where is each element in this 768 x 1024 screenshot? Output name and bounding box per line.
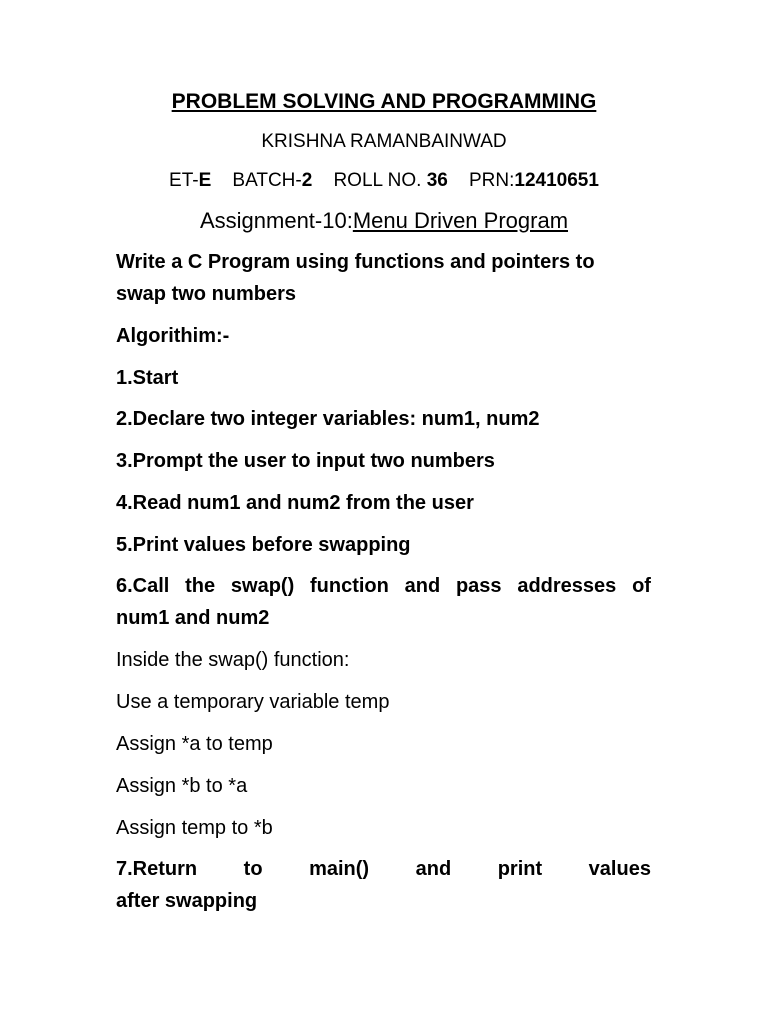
step-word: the (185, 575, 216, 597)
algorithm-step-6-line-1 (116, 575, 651, 598)
roll-label: ROLL NO. (333, 170, 422, 191)
author-name: KRISHNA RAMANBAINWAD (261, 131, 507, 152)
class-value: E (198, 170, 212, 191)
algorithm-step-7-line-1 (116, 858, 651, 881)
algorithm-step: 3.Prompt the user to input two numbers (116, 450, 495, 472)
step-word: to (243, 858, 263, 880)
batch-value: 2 (301, 170, 313, 191)
assignment-heading (0, 208, 768, 234)
step-word: 7.Return (116, 858, 198, 880)
step-word: pass (455, 575, 502, 597)
step-word: function (310, 575, 389, 597)
algorithm-step: 2.Declare two integer variables: num1, num2 (116, 408, 540, 430)
swap-detail-line: Assign *a to temp (116, 733, 273, 755)
step-word: values (588, 858, 651, 880)
algorithm-step: 4.Read num1 and num2 from the user (116, 492, 474, 514)
batch-label: BATCH- (232, 170, 302, 191)
algorithm-step-6-line-2: num1 and num2 (116, 607, 270, 629)
class-label: ET- (169, 170, 199, 191)
step-word: and (415, 858, 452, 880)
problem-statement-line-1: Write a C Program using functions and pointers to (116, 251, 595, 273)
roll-value: 36 (426, 170, 448, 191)
swap-detail-line: Use a temporary variable temp (116, 691, 390, 713)
swap-detail-line: Inside the swap() function: (116, 649, 350, 671)
assignment-title: Menu Driven Program (352, 208, 569, 233)
step-word: main() (309, 858, 370, 880)
swap-detail-line: Assign *b to *a (116, 775, 248, 797)
step-word: of (632, 575, 651, 597)
swap-detail-line: Assign temp to *b (116, 817, 273, 839)
algorithm-step: 1.Start (116, 367, 179, 389)
step-word: and (404, 575, 441, 597)
prn-value: 12410651 (514, 170, 599, 191)
algorithm-step-7-line-2: after swapping (116, 890, 258, 912)
algorithm-heading: Algorithim:- (116, 325, 230, 347)
step-word: swap() (230, 575, 295, 597)
algorithm-step: 5.Print values before swapping (116, 534, 411, 556)
step-word: print (497, 858, 543, 880)
step-word: addresses (517, 575, 617, 597)
document-title: PROBLEM SOLVING AND PROGRAMMING (171, 90, 597, 113)
student-meta (0, 170, 768, 192)
step-word: 6.Call (116, 575, 170, 597)
assignment-prefix: Assignment-10: (199, 208, 353, 233)
prn-label: PRN: (468, 170, 515, 191)
problem-statement-line-2: swap two numbers (116, 283, 297, 305)
